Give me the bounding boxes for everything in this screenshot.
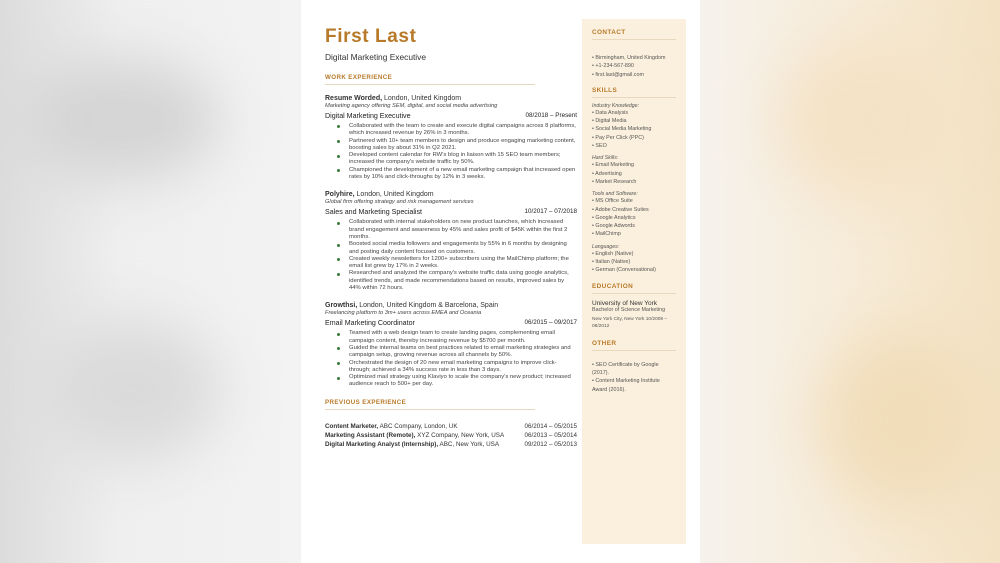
previous-org: ABC, New York, USA (439, 440, 500, 448)
previous-dates: 06/2013 – 05/2014 (524, 431, 577, 439)
tool-item: • MailChimp (592, 231, 621, 238)
previous-job (325, 431, 577, 440)
school-name: University of New York (592, 299, 658, 307)
company-description: Marketing agency offering SEM, digital, and social media advertising (325, 103, 498, 109)
previous-job (325, 422, 577, 431)
bullet-item: Teamed with a web design team to create landing pages, complementing email campaign content, thereby increasing revenue by $5700 per month. (337, 330, 577, 345)
bullet-item: Collaborated with internal stakeholders on new product launches, which increased brand engagement and awareness by 45% and sales profit of $45K within the first 2 months. (337, 219, 577, 241)
industry-list (592, 109, 676, 150)
job-dates: 08/2018 – Present (525, 112, 577, 119)
previous-role: Digital Marketing Analyst (Internship), (325, 440, 439, 448)
previous-role: Content Marketer, (325, 422, 379, 430)
bullet-item: Collaborated with the team to create and execute digital campaigns across 8 platforms, which increased revenue by 26% in 3 months. (337, 123, 577, 138)
language-item: • English (Native) (592, 250, 634, 257)
contact-item: • +1-234-567-890 (592, 63, 634, 70)
education-details: New York City, New York 10/2009 – 08/2012 (592, 316, 668, 329)
other-list (592, 361, 676, 394)
tool-item: • MS Office Suite (592, 198, 633, 205)
skill-item: • Advertising (592, 170, 622, 177)
background-blur (820, 330, 990, 510)
job-dates: 06/2015 – 09/2017 (524, 319, 577, 327)
bullet-item: Guided the internal teams on best practices related to email marketing strategies and campaign setup, growing revenue across all channels by 50%. (337, 345, 577, 360)
job-role: Digital Marketing Executive (325, 112, 411, 120)
degree: Bachelor of Science Marketing (592, 306, 666, 313)
tools-list (592, 197, 676, 238)
skill-item: • Email Marketing (592, 162, 635, 169)
company-name: Growthsi, (325, 302, 358, 310)
contact-heading: CONTACT (592, 29, 676, 40)
skill-item: • Data Analysis (592, 109, 629, 116)
background-blur (40, 320, 220, 460)
previous-experience-heading: PREVIOUS EXPERIENCE (325, 399, 535, 410)
job-bullets (325, 330, 577, 388)
skill-item: • Market Research (592, 178, 637, 185)
tool-item: • Google Analytics (592, 214, 636, 221)
resume-sidebar (582, 19, 686, 544)
skill-item: • Social Media Marketing (592, 126, 652, 133)
job-role-row (325, 319, 577, 327)
contact-item: • first.last@gmail.com (592, 71, 644, 78)
company-location: London, United Kingdom (356, 191, 434, 199)
job-company (325, 302, 577, 309)
contact-list (592, 54, 676, 79)
previous-org: ABC Company, London, UK (379, 422, 458, 430)
language-item: • German (Conversational) (592, 267, 656, 274)
tool-item: • Adobe Creative Suites (592, 206, 649, 213)
bullet-item: Created weekly newsletters for 1200+ subscribers using the MailChimp platform; the email list grew by 17% in 2 weeks. (337, 256, 577, 271)
resume-main-column (325, 26, 577, 449)
job-role-row (325, 112, 577, 120)
job-company (325, 191, 577, 198)
bullet-item: Partnered with 10+ team members to design and produce engaging marketing content, boosting sales by about 31% in Q2 2021. (337, 138, 577, 153)
job-role: Sales and Marketing Specialist (325, 208, 422, 217)
work-experience-heading: WORK EXPERIENCE (325, 74, 535, 85)
skill-item: • Digital Media (592, 118, 627, 125)
languages-label: Languages: (592, 243, 620, 250)
previous-role: Marketing Assistant (Remote), (325, 431, 416, 439)
company-location: London, United Kingdom (384, 95, 462, 102)
bullet-item: Championed the development of a new email marketing campaign that increased open rates by 10% and click-throughs by 12% in 3 weeks. (337, 167, 577, 182)
company-description: Global firm offering strategy and risk management services (325, 199, 474, 206)
hard-skills-label: Hard Skills: (592, 155, 619, 162)
company-name: Resume Worded, (325, 95, 383, 102)
resume-name: First Last (325, 26, 417, 47)
job-role-row (325, 208, 577, 216)
company-description: Freelancing platform to 3m+ users across EMEA and Oceania (325, 310, 482, 317)
bullet-item: Developed content calendar for RW's blog in liaison with 15 SEO team members; increased the company's website traffic by 50%. (337, 152, 577, 167)
job-role: Email Marketing Coordinator (325, 319, 415, 328)
company-location: London, United Kingdom & Barcelona, Spain (359, 302, 499, 310)
job-dates: 10/2017 – 07/2018 (524, 208, 577, 216)
other-heading: OTHER (592, 340, 676, 351)
bullet-item: Researched and analyzed the company's website traffic data using google analytics, identified trends, and made recommendations based on results, improved sales by 44% within 72 hours. (337, 270, 577, 292)
bullet-item: Orchestrated the design of 20 new email marketing campaigns to improve click-through; achieved a 34% success rate in less than 3 days. (337, 360, 577, 375)
background-blur (20, 60, 220, 180)
contact-item: • Birmingham, United Kingdom (592, 55, 666, 61)
other-item: • SEO Certificate by Google (2017). (592, 361, 659, 376)
skill-item: • Pay Per Click (PPC) (592, 134, 644, 141)
bullet-item: Boosted social media followers and engagements by 55% in 6 months by designing and posting daily content focused on customers. (337, 241, 577, 256)
skills-heading: SKILLS (592, 87, 676, 98)
industry-label: Industry Knowledge: (592, 102, 640, 109)
previous-dates: 06/2014 – 05/2015 (524, 422, 577, 430)
education-heading: EDUCATION (592, 283, 676, 294)
tool-item: • Google Adwords (592, 223, 635, 230)
previous-dates: 09/2012 – 05/2013 (524, 440, 577, 448)
background-blur (780, 40, 960, 200)
job-bullets (325, 219, 577, 292)
languages-list (592, 250, 676, 275)
resume-title: Digital Marketing Executive (325, 52, 427, 62)
hard-skills-list (592, 161, 676, 186)
previous-org: XYZ Company, New York, USA (417, 431, 505, 439)
previous-job (325, 440, 577, 449)
company-name: Polyhire, (325, 191, 355, 199)
tools-label: Tools and Software: (592, 191, 638, 198)
other-item: • Content Marketing Institute Award (2016). (592, 378, 660, 393)
bullet-item: Optimized mail strategy using Klaviyo to scale the company's new product; increased audience reach to 500+ per day. (337, 374, 577, 389)
resume-page (301, 0, 700, 563)
job-company (325, 95, 577, 102)
skill-item: • SEO (592, 143, 607, 150)
job-bullets (325, 123, 577, 181)
language-item: • Italian (Native) (592, 259, 631, 266)
